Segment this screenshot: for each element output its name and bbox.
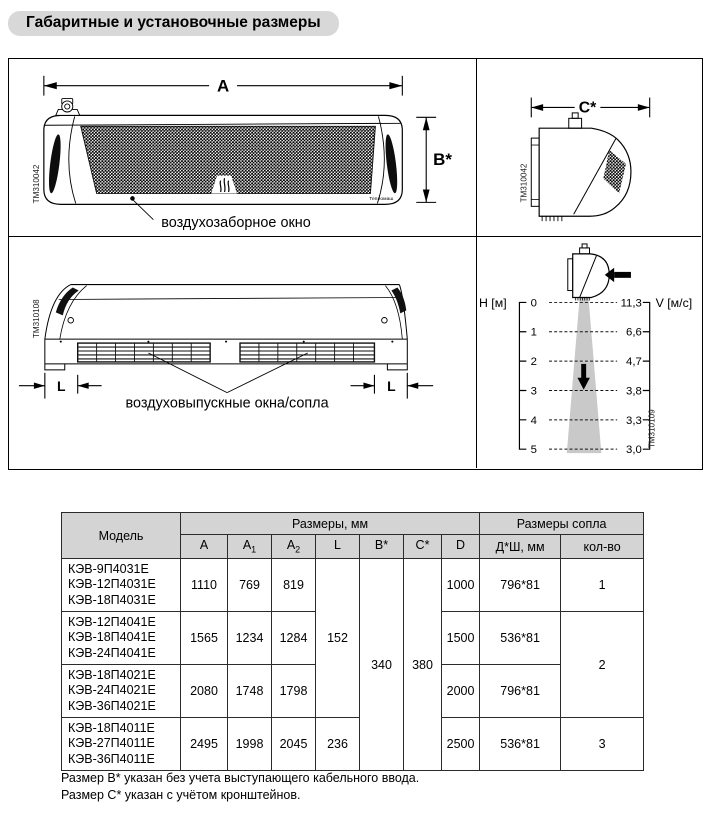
model-name: КЭВ-9П4031Е [68,561,149,576]
model-name: КЭВ-24П4021Е [68,683,156,698]
col-label: L [334,538,341,553]
footnotes [61,770,419,804]
h-axis-label: H [м] [478,295,507,310]
outlet-grille-right [240,343,374,362]
table-row-group-1 [62,559,644,612]
air-curtain-bottom-outline [45,285,407,370]
brand-label: Тепломаш [369,196,394,202]
header-col-b [360,535,404,559]
model-name: КЭВ-36П4011Е [68,751,155,766]
header-col-a2 [272,535,316,559]
col-label: D [456,538,466,553]
header-model: Модель [62,513,181,559]
footnote-c: Размер C* указан с учётом кронштейнов. [61,788,301,802]
header-sizes-group: Размеры, мм [181,513,480,535]
dim-a-label: A [216,76,230,96]
header-col-nozzle-qty: кол-во [561,535,644,559]
model-name: КЭВ-12П4031Е [68,577,156,592]
header-col-c [404,535,442,559]
col-sub: 1 [251,544,257,555]
model-cell [62,559,181,612]
value-qty: 3 [561,718,644,771]
value-c-merged: 380 [404,559,442,771]
header-col-l [316,535,360,559]
value-qty-merged: 2 [561,612,644,718]
dim-c-label: C* [578,99,597,117]
dim-l-left-label: L [57,378,66,395]
air-outlet-callout: воздуховыпускные окна/сопла [125,395,329,412]
value-a2: 1798 [272,665,316,718]
v-value-4: 3,3 [626,414,642,427]
front-view-drawing [9,59,476,236]
value-a2: 2045 [272,718,316,771]
corner-vents [56,288,406,316]
value-a1: 1998 [228,718,272,771]
value-a: 2495 [181,718,228,771]
value-l-merged: 152 [316,559,360,718]
col-label: A [199,538,209,553]
air-intake-callout: воздухозаборное окно [161,215,311,232]
header-col-a [181,535,228,559]
v-value-3: 3,8 [626,385,642,398]
value-d: 1000 [442,559,480,612]
value-qty: 1 [561,559,644,612]
model-name: КЭВ-18П4041Е [68,630,156,645]
h-axis-bracket [519,302,526,449]
airflow-diagram [477,237,701,468]
value-a1: 1748 [228,665,272,718]
outlet-grille-left [78,343,210,362]
drawing-code-side: TM310042 [519,163,529,203]
value-d: 2500 [442,718,480,771]
model-name: КЭВ-18П4011Е [68,720,155,735]
v-value-1: 6,6 [626,326,642,339]
v-value-2: 4,7 [626,356,642,369]
header-col-a1 [228,535,272,559]
drawing-code-airflow: TM310109 [647,409,657,449]
page-title: Габаритные и установочные размеры [8,11,339,36]
value-d: 2000 [442,665,480,718]
header-col-nozzle-size: Д*Ш, мм [480,535,561,559]
value-nozzle: 536*81 [480,718,561,771]
col-sub: 2 [295,544,301,555]
drawings-panel [8,58,703,470]
model-cell [62,612,181,665]
col-label: A [242,538,252,553]
value-a: 1110 [181,559,228,612]
table-row-group-4 [62,718,644,771]
model-name: КЭВ-24П4041Е [68,645,156,660]
bottom-view-panel [9,236,476,468]
model-name: КЭВ-36П4021Е [68,698,156,713]
air-curtain-mini-icon [568,244,609,301]
value-a1: 1234 [228,612,272,665]
header-col-d [442,535,480,559]
dim-l-right-label: L [387,378,396,395]
v-value-5: 3,0 [626,444,642,457]
side-view-panel [476,59,701,236]
model-name: КЭВ-18П4021Е [68,667,156,682]
v-value-0: 11,3 [620,297,642,310]
value-nozzle: 796*81 [480,559,561,612]
h-tick-5: 5 [530,444,537,457]
dimensions-table [61,512,644,771]
value-d: 1500 [442,612,480,665]
value-a: 2080 [181,665,228,718]
value-a: 1565 [181,612,228,665]
value-a2: 819 [272,559,316,612]
dim-b-label: B* [433,149,452,169]
h-tick-0: 0 [530,297,537,310]
value-nozzle: 536*81 [480,612,561,665]
model-cell [62,665,181,718]
h-tick-4: 4 [530,414,537,427]
model-name: КЭВ-12П4041Е [68,614,156,629]
h-tick-1: 1 [530,326,537,339]
airflow-panel [476,236,701,468]
col-label: B* [374,538,389,553]
h-tick-labels [531,297,537,456]
drawing-code-bottom: TM310108 [31,299,41,339]
h-tick-3: 3 [530,385,537,398]
h-tick-2: 2 [530,356,537,369]
value-a2: 1284 [272,612,316,665]
front-view-panel [9,59,476,236]
bottom-view-drawing [9,237,476,468]
side-view-drawing [477,59,701,236]
footnote-b: Размер B* указан без учета выступающего кабельного ввода. [61,771,420,785]
drawing-code-front: TM310042 [31,164,41,204]
model-name: КЭВ-27П4011Е [68,736,155,751]
value-b-merged: 340 [360,559,404,771]
value-nozzle: 796*81 [480,665,561,718]
v-axis-label: V [м/с] [655,295,693,310]
value-a1: 769 [228,559,272,612]
model-name: КЭВ-18П4031Е [68,592,156,607]
col-label: A [286,538,296,553]
screw-dots [60,341,394,343]
model-cell [62,718,181,771]
col-label: C* [415,538,430,553]
callout-dot [130,196,135,201]
header-nozzle-group: Размеры сопла [480,513,644,535]
v-value-labels [621,297,642,456]
value-l: 236 [316,718,360,771]
